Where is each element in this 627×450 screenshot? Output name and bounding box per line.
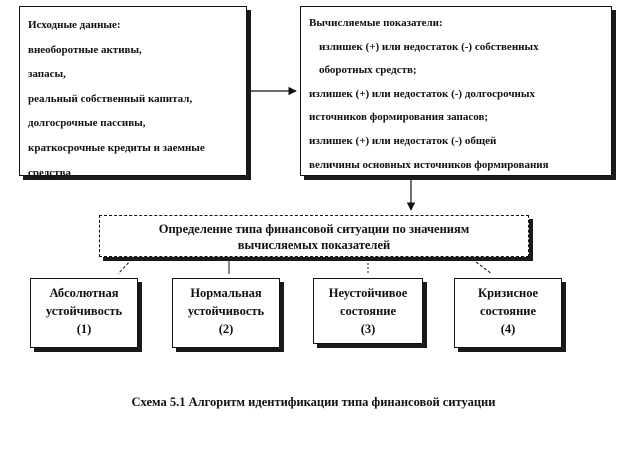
input-item-long-term-liabilities: долгосрочные пассивы, [28, 117, 146, 130]
connector-type-1 [118, 259, 132, 274]
determination-line-2: вычисляемых показателей [237, 238, 391, 252]
type-absolute-stability [30, 278, 138, 348]
input-item-noncurrent-assets: внеоборотные активы, [28, 43, 142, 56]
input-item-funds: средства [28, 166, 72, 179]
figure-caption: Схема 5.1 Алгоритм идентификации типа финансовой ситуации [131, 395, 496, 409]
input-title: Исходные данные: [28, 19, 121, 31]
calc-item-own-working-capital-cont: оборотных средств; [319, 64, 417, 77]
calc-item-long-term-sources: излишек (+) или недостаток (-) долгосрочных [309, 87, 535, 100]
calculated-indicators-box [300, 6, 612, 176]
determination-line-1: Определение типа финансовой ситуации по значениям [158, 222, 470, 236]
calc-item-total-sources-cont: величины основных источников формирования [309, 158, 549, 171]
input-item-short-term-credits: краткосрочные кредиты и заемные [28, 141, 205, 154]
input-data-box [19, 6, 247, 179]
calc-item-long-term-sources-cont: источников формирования запасов; [309, 111, 489, 124]
type-4-line-1: Кризисное [478, 286, 538, 300]
type-4-number: (4) [500, 322, 516, 336]
type-3-line-2: состояние [339, 304, 397, 318]
type-2-line-1: Нормальная [190, 286, 262, 300]
type-crisis-state [454, 278, 562, 348]
type-1-number: (1) [76, 322, 92, 336]
type-3-line-1: Неустойчивое [328, 286, 408, 300]
type-1-line-1: Абсолютная [49, 286, 119, 300]
calc-title: Вычисляемые показатели: [309, 17, 443, 29]
calc-item-own-working-capital: излишек (+) или недостаток (-) собственных [319, 40, 539, 53]
type-unstable-state [313, 278, 423, 344]
connector-type-4 [472, 259, 492, 274]
type-4-line-2: состояние [479, 304, 537, 318]
type-normal-stability [172, 278, 280, 348]
input-item-real-equity: реальный собственный капитал, [28, 92, 193, 105]
input-item-inventory: запасы, [28, 68, 66, 81]
calc-item-total-sources: излишек (+) или недостаток (-) общей [309, 134, 497, 147]
type-3-number: (3) [360, 322, 376, 336]
type-2-number: (2) [218, 322, 234, 336]
type-2-line-2: устойчивость [187, 304, 265, 318]
determination-box [99, 215, 529, 257]
type-1-line-2: устойчивость [45, 304, 123, 318]
